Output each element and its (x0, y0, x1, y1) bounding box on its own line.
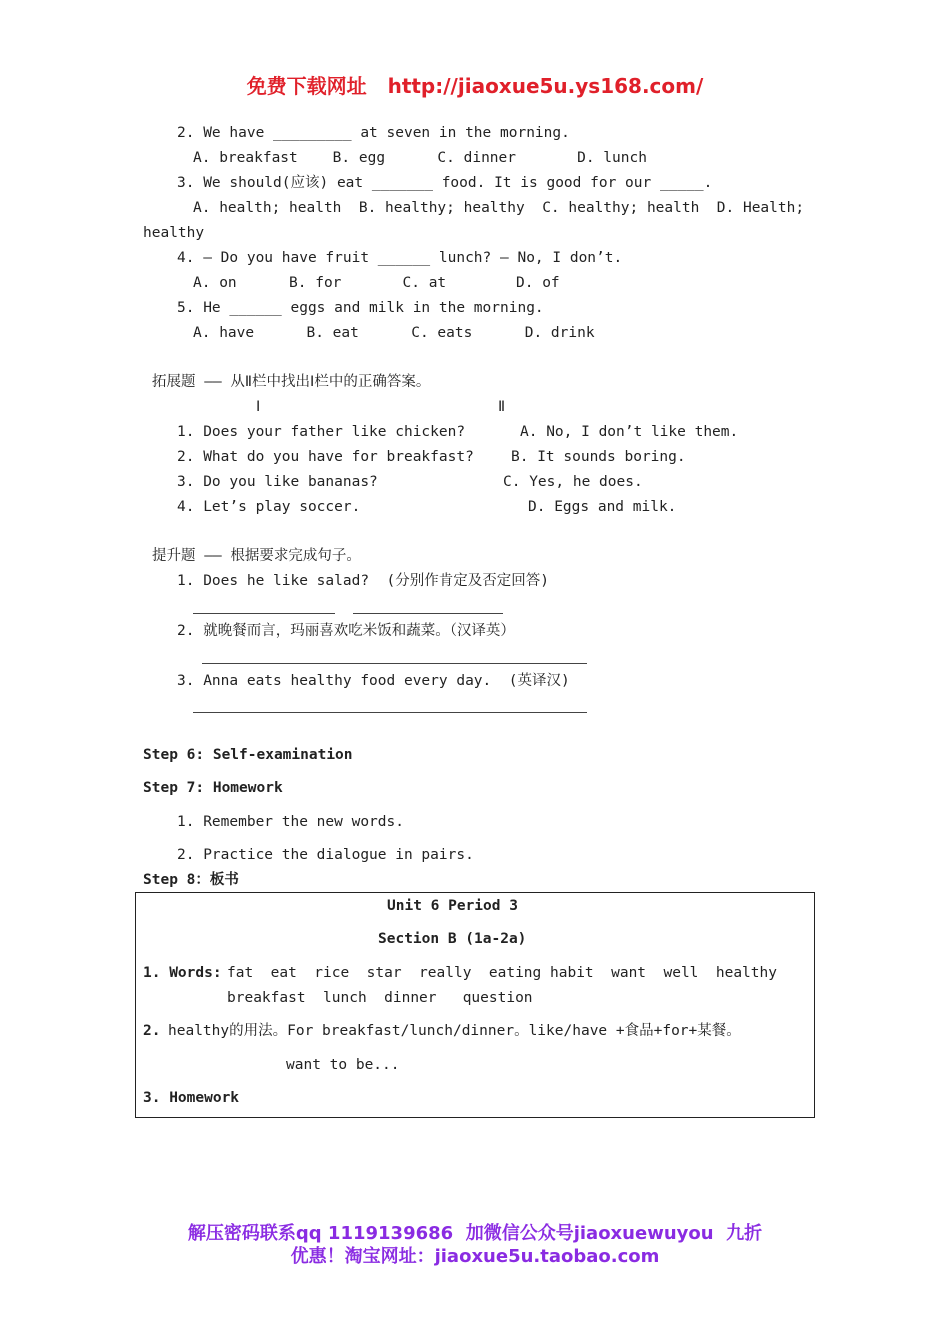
match-left-item: 3. Do you like bananas? (177, 474, 378, 490)
match-left-item: 4. Let’s play soccer. (177, 499, 361, 515)
improve-item-3: 3. Anna eats healthy food every day. (英译汉) (177, 673, 570, 689)
exercise-5-options: A. have B. eat C. eats D. drink (193, 325, 595, 341)
board-item-2-continued: want to be... (286, 1057, 400, 1073)
exercise-3-options-continued: healthy (143, 225, 205, 241)
step-8-heading: Step 8：板书 (143, 872, 239, 888)
improve-item-1: 1. Does he like salad? (分别作肯定及否定回答) (177, 573, 549, 589)
board-title: Unit 6 Period 3 (387, 898, 518, 914)
answer-blank (193, 613, 335, 614)
exercise-2-options: A. breakfast B. egg C. dinner D. lunch (193, 150, 647, 166)
board-words-line-1: fat eat rice star really eating habit want well healthy (227, 965, 777, 981)
exercise-3-question: 3. We should(应该) eat _______ food. It is good for our _____. (177, 175, 713, 191)
exercise-5-question: 5. He ______ eggs and milk in the morning. (177, 300, 544, 316)
board-subtitle: Section B (1a-2a) (378, 931, 527, 947)
column-2-header: Ⅱ (498, 399, 506, 415)
footer-line-2: 优惠！淘宝网址：jiaoxue5u.taobao.com (290, 1246, 660, 1267)
match-left-item: 1. Does your father like chicken? (177, 424, 466, 440)
extension-title: 拓展题 —— 从Ⅱ栏中找出Ⅰ栏中的正确答案。 (152, 374, 431, 390)
board-item-2-number: 2. (143, 1023, 161, 1039)
homework-item-1: 1. Remember the new words. (177, 814, 404, 830)
exercise-3-options: A. health; health B. healthy; healthy C. healthy; health D. Health; (193, 200, 805, 216)
match-right-item: B. It sounds boring. (511, 449, 686, 465)
improve-title: 提升题 —— 根据要求完成句子。 (152, 548, 361, 564)
exercise-2-question: 2. We have _________ at seven in the morning. (177, 125, 570, 141)
board-words-line-2: breakfast lunch dinner question (227, 990, 533, 1006)
match-left-item: 2. What do you have for breakfast? (177, 449, 474, 465)
board-item-3: 3. Homework (143, 1090, 240, 1106)
footer-line-1: 解压密码联系qq 1119139686 加微信公众号jiaoxuewuyou 九折 (187, 1223, 763, 1244)
column-1-header: Ⅰ (256, 399, 261, 415)
board-item-2-text: healthy的用法。For breakfast/lunch/dinner。like/have +食品+for+某餐。 (168, 1023, 741, 1039)
download-header: 免费下载网址 http://jiaoxue5u.ys168.com/ (246, 74, 704, 98)
exercise-4-options: A. on B. for C. at D. of (193, 275, 560, 291)
answer-blank (353, 613, 503, 614)
improve-item-2: 2. 就晚餐而言，玛丽喜欢吃米饭和蔬菜。（汉译英） (177, 623, 515, 639)
answer-blank (202, 663, 587, 664)
match-right-item: A. No, I don’t like them. (520, 424, 739, 440)
step-6-heading: Step 6: Self-examination (143, 747, 353, 763)
match-right-item: D. Eggs and milk. (528, 499, 677, 515)
board-words-label: 1. Words: (143, 965, 222, 981)
homework-item-2: 2. Practice the dialogue in pairs. (177, 847, 474, 863)
answer-blank (193, 712, 587, 713)
match-right-item: C. Yes, he does. (503, 474, 643, 490)
step-7-heading: Step 7: Homework (143, 780, 283, 796)
exercise-4-question: 4. — Do you have fruit ______ lunch? — No, I don’t. (177, 250, 623, 266)
